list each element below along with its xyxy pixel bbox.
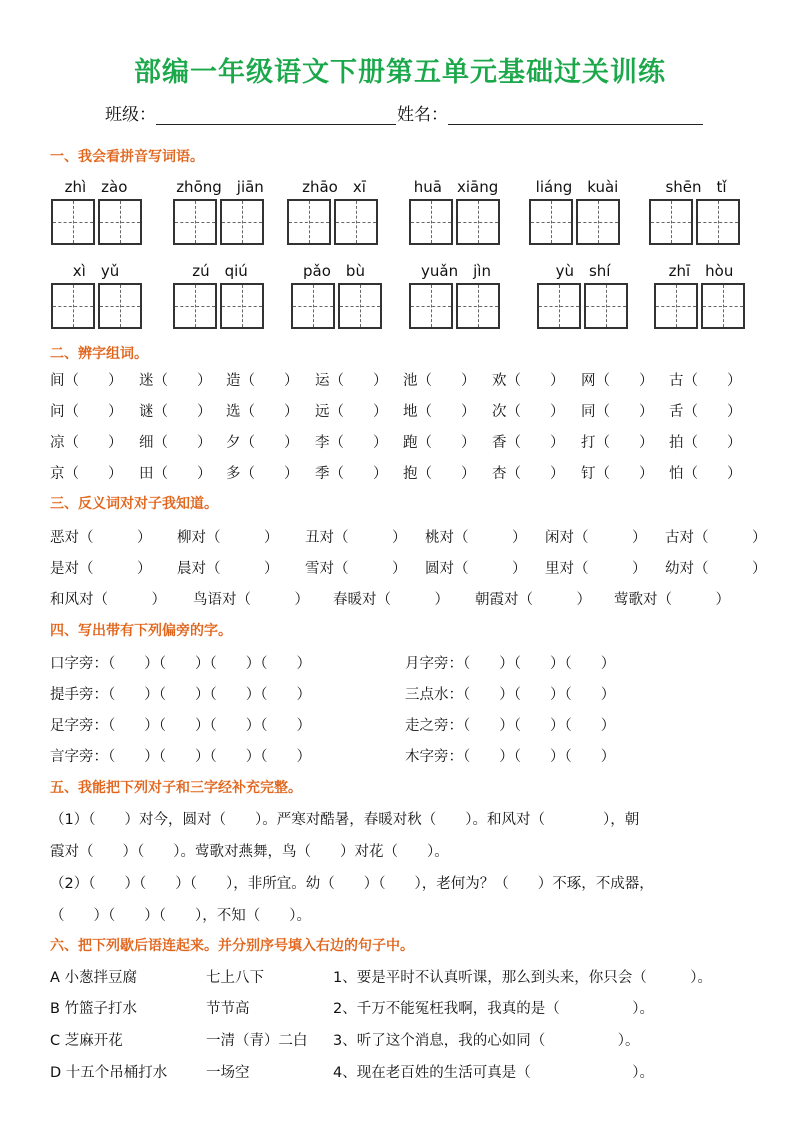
zuci-item[interactable]: 细（ ）: [139, 435, 212, 451]
antonym-item[interactable]: 里对（ ）: [545, 561, 647, 577]
pinyin-label: zú qiú: [192, 262, 248, 280]
antonym-item[interactable]: 春暖对（ ）: [333, 592, 449, 608]
writing-grid[interactable]: [51, 199, 145, 245]
radical-row[interactable]: 言字旁：（ ）（ ）（ ）（ ）: [50, 749, 311, 765]
radical-row[interactable]: 提手旁：（ ）（ ）（ ）（ ）: [50, 687, 311, 703]
antonym-item[interactable]: 鸟语对（ ）: [193, 592, 309, 608]
antonym-item[interactable]: 闲对（ ）: [545, 530, 647, 546]
zuci-item[interactable]: 跑（ ）: [403, 435, 476, 451]
writing-grid[interactable]: [529, 199, 623, 245]
zuci-item[interactable]: 次（ ）: [492, 404, 565, 420]
writing-grid[interactable]: [173, 199, 267, 245]
radical-row[interactable]: 月字旁：（ ）（ ）（ ）: [405, 656, 616, 672]
pinyin-label: yuǎn jìn: [421, 262, 491, 280]
antonym-item[interactable]: 晨对（ ）: [177, 561, 279, 577]
radical-row[interactable]: 足字旁：（ ）（ ）（ ）（ ）: [50, 718, 311, 734]
zuci-item[interactable]: 运（ ）: [315, 373, 388, 389]
zuci-item[interactable]: 造（ ）: [226, 373, 299, 389]
zuci-item[interactable]: 京（ ）: [50, 466, 123, 482]
zuci-item[interactable]: 迷（ ）: [139, 373, 212, 389]
section-heading: 四、写出带有下列偏旁的字。: [50, 623, 232, 639]
section-heading: 三、反义词对对子我知道。: [50, 496, 218, 512]
pinyin-label: pǎo bù: [303, 262, 365, 280]
section-heading: 六、把下列歇后语连起来。并分别序号填入右边的句子中。: [50, 938, 414, 954]
proverb-second-half[interactable]: 七上八下: [206, 970, 264, 986]
writing-grid[interactable]: [173, 283, 267, 329]
antonym-item[interactable]: 和风对（ ）: [50, 592, 166, 608]
antonym-item[interactable]: 圆对（ ）: [425, 561, 527, 577]
radical-row[interactable]: 木字旁：（ ）（ ）（ ）: [405, 749, 616, 765]
proverb-second-half[interactable]: 节节高: [206, 1001, 250, 1017]
class-label: 班级：: [105, 105, 156, 125]
proverb-second-half[interactable]: 一场空: [206, 1065, 250, 1081]
antonym-item[interactable]: 古对（ ）: [665, 530, 767, 546]
pinyin-label: shēn tǐ: [665, 178, 727, 196]
zuci-item[interactable]: 远（ ）: [315, 404, 388, 420]
writing-grid[interactable]: [649, 199, 743, 245]
zuci-item[interactable]: 同（ ）: [581, 404, 654, 420]
zuci-item[interactable]: 钉（ ）: [581, 466, 654, 482]
zuci-item[interactable]: 谜（ ）: [139, 404, 212, 420]
zuci-item[interactable]: 选（ ）: [226, 404, 299, 420]
writing-grid[interactable]: [291, 283, 385, 329]
zuci-item[interactable]: 香（ ）: [492, 435, 565, 451]
proverb-first-half[interactable]: A 小葱拌豆腐: [50, 970, 138, 986]
zuci-item[interactable]: 池（ ）: [403, 373, 476, 389]
proverb-sentence[interactable]: 2、千万不能冤枉我啊，我真的是（ ）。: [333, 1001, 654, 1017]
zuci-item[interactable]: 拍（ ）: [669, 435, 742, 451]
zuci-item[interactable]: 地（ ）: [403, 404, 476, 420]
zuci-item[interactable]: 凉（ ）: [50, 435, 123, 451]
antonym-item[interactable]: 莺歌对（ ）: [614, 592, 730, 608]
section-heading: 一、我会看拼音写词语。: [50, 149, 204, 165]
writing-grid[interactable]: [537, 283, 631, 329]
proverb-sentence[interactable]: 4、现在老百姓的生活可真是（ ）。: [333, 1065, 654, 1081]
pinyin-label: yù shí: [555, 262, 611, 280]
zuci-item[interactable]: 李（ ）: [315, 435, 388, 451]
zuci-item[interactable]: 间（ ）: [50, 373, 123, 389]
class-blank[interactable]: [156, 106, 396, 125]
zuci-item[interactable]: 欢（ ）: [492, 373, 565, 389]
proverb-first-half[interactable]: B 竹篮子打水: [50, 1001, 138, 1017]
writing-grid[interactable]: [654, 283, 748, 329]
zuci-item[interactable]: 抱（ ）: [403, 466, 476, 482]
writing-grid[interactable]: [409, 283, 503, 329]
radical-row[interactable]: 走之旁：（ ）（ ）（ ）: [405, 718, 616, 734]
pinyin-label: zhī hòu: [668, 262, 734, 280]
pinyin-label: huā xiāng: [413, 178, 499, 196]
fill-line[interactable]: （2）（ ）（ ）（ ），非所宜。幼（ ）（ ），老何为？（ ）不琢，不成器，: [50, 876, 654, 892]
pinyin-label: zhōng jiān: [176, 178, 264, 196]
zuci-item[interactable]: 古（ ）: [669, 373, 742, 389]
name-label: 姓名：: [397, 105, 448, 125]
antonym-item[interactable]: 幼对（ ）: [665, 561, 767, 577]
proverb-second-half[interactable]: 一清（青）二白: [206, 1033, 308, 1049]
antonym-item[interactable]: 恶对（ ）: [50, 530, 152, 546]
writing-grid[interactable]: [287, 199, 381, 245]
antonym-item[interactable]: 朝霞对（ ）: [475, 592, 591, 608]
pinyin-label: xì yǔ: [72, 262, 120, 280]
zuci-item[interactable]: 多（ ）: [226, 466, 299, 482]
proverb-sentence[interactable]: 3、听了这个消息，我的心如同（ ）。: [333, 1033, 640, 1049]
page-title: 部编一年级语文下册第五单元基础过关训练: [134, 57, 666, 88]
zuci-item[interactable]: 怕（ ）: [669, 466, 742, 482]
zuci-item[interactable]: 问（ ）: [50, 404, 123, 420]
proverb-sentence[interactable]: 1、要是平时不认真听课，那么到头来，你只会（ ）。: [333, 970, 712, 986]
writing-grid[interactable]: [51, 283, 145, 329]
antonym-item[interactable]: 桃对（ ）: [425, 530, 527, 546]
zuci-item[interactable]: 网（ ）: [581, 373, 654, 389]
fill-line[interactable]: 霞对（ ）（ ）。莺歌对燕舞，鸟（ ）对花（ ）。: [50, 844, 449, 860]
section-heading: 二、辨字组词。: [50, 346, 148, 362]
zuci-item[interactable]: 夕（ ）: [226, 435, 299, 451]
radical-row[interactable]: 三点水：（ ）（ ）（ ）: [405, 687, 616, 703]
fill-line[interactable]: （1）（ ）对今，圆对（ ）。严寒对酷暑，春暖对秋（ ）。和风对（ ），朝: [50, 812, 640, 828]
zuci-item[interactable]: 打（ ）: [581, 435, 654, 451]
zuci-item[interactable]: 杏（ ）: [492, 466, 565, 482]
antonym-item[interactable]: 雪对（ ）: [305, 561, 407, 577]
class-field[interactable]: [105, 100, 396, 125]
pinyin-label: zhì zào: [64, 178, 128, 196]
name-field[interactable]: [397, 100, 703, 125]
pinyin-label: zhāo xī: [302, 178, 366, 196]
antonym-item[interactable]: 丑对（ ）: [305, 530, 407, 546]
antonym-item[interactable]: 是对（ ）: [50, 561, 152, 577]
zuci-item[interactable]: 田（ ）: [139, 466, 212, 482]
section-heading: 五、我能把下列对子和三字经补充完整。: [50, 780, 302, 796]
pinyin-label: liáng kuài: [535, 178, 619, 196]
name-blank[interactable]: [448, 106, 703, 125]
fill-line[interactable]: （ ）（ ）（ ），不知（ ）。: [50, 908, 311, 924]
antonym-item[interactable]: 柳对（ ）: [177, 530, 279, 546]
writing-grid[interactable]: [409, 199, 503, 245]
zuci-item[interactable]: 舌（ ）: [669, 404, 742, 420]
zuci-item[interactable]: 季（ ）: [315, 466, 388, 482]
proverb-first-half[interactable]: C 芝麻开花: [50, 1033, 123, 1049]
radical-row[interactable]: 口字旁：（ ）（ ）（ ）（ ）: [50, 656, 311, 672]
proverb-first-half[interactable]: D 十五个吊桶打水: [50, 1065, 168, 1081]
